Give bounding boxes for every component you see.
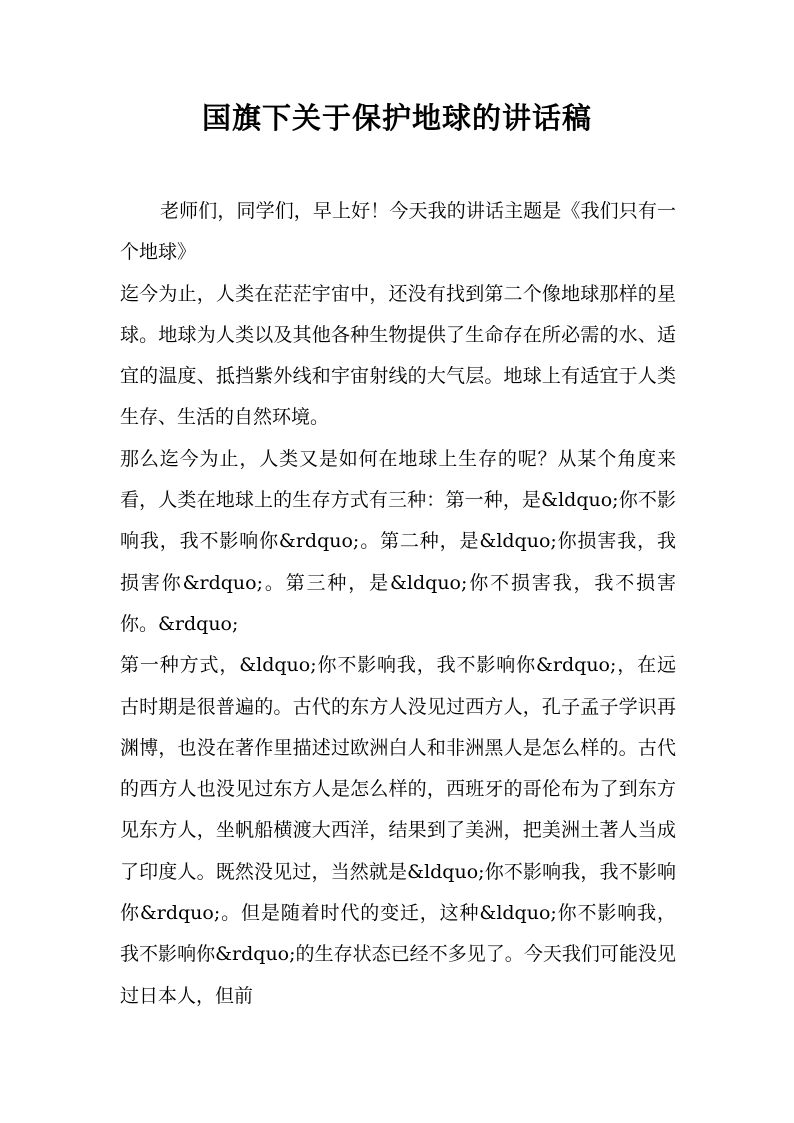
paragraph-greeting: 老师们，同学们，早上好！今天我的讲话主题是《我们只有一个地球》 <box>120 200 676 264</box>
paragraph-first-way: 第一种方式，&ldquo;你不影响我，我不影响你&rdquo;，在远古时期是很普遍的。古代的东方人没见过西方人，孔子孟子学识再渊博，也没在著作里描述过欧洲白人和非洲黑人是怎么样的。古代的西方人也没见过东方人是怎么样的，西班牙的哥伦布为了到东方见东方人，坐帆船横渡大西洋，结果到了美洲，把美洲土著人当成了印度人。既然没见过，当然就是&ldquo;你不影响我，我不影响你&rdquo;。但是随着时代的变迁，这种&ldquo;你不影响我，我不影响你&rdquo;的生存状态已经不多见了。今天我们可能没见过日本人，但前 <box>120 654 676 1007</box>
document-body <box>120 191 676 1017</box>
paragraph-earth-unique: 迄今为止，人类在茫茫宇宙中，还没有找到第二个像地球那样的星球。地球为人类以及其他各种生物提供了生命存在所必需的水、适宜的温度、抵挡紫外线和宇宙射线的大气层。地球上有适宜于人类生存、生活的自然环境。 <box>120 282 676 429</box>
paragraph-three-ways: 那么迄今为止，人类又是如何在地球上生存的呢？从某个角度来看，人类在地球上的生存方式有三种：第一种，是&ldquo;你不影响我，我不影响你&rdquo;。第二种，是&ldquo;你损害我，我损害你&rdquo;。第三种，是&ldquo;你不损害我，我不损害你。&rdquo; <box>120 447 676 635</box>
page-title: 国旗下关于保护地球的讲话稿 <box>201 101 592 135</box>
